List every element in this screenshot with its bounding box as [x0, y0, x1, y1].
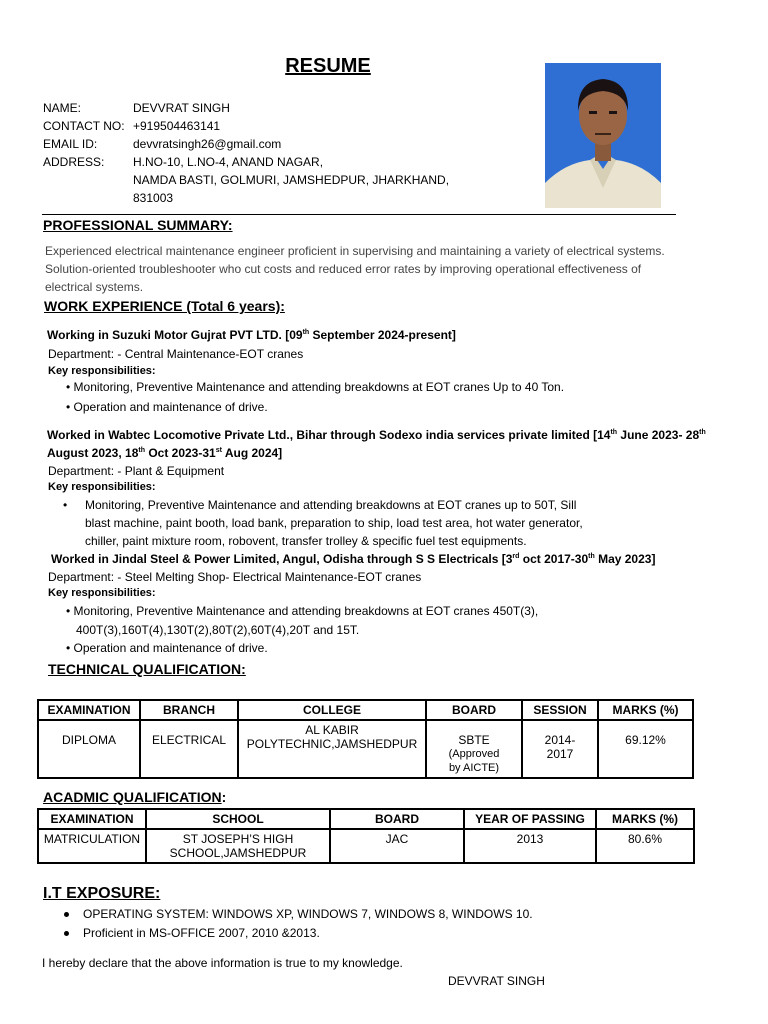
declaration-text: I hereby declare that the above information is true to my knowledge.: [42, 956, 403, 970]
job-2-bullet: •: [63, 498, 68, 512]
cell-marks: 69.12%: [598, 720, 693, 778]
technical-table: [37, 699, 694, 779]
list-item: Proficient in MS-OFFICE 2007, 2010 &2013.: [64, 926, 320, 940]
academic-table: [37, 808, 695, 864]
bullet-icon: [64, 912, 69, 917]
job-1-resp-2: • Operation and maintenance of drive.: [66, 400, 268, 414]
address-line-2: NAMDA BASTI, GOLMURI, JAMSHEDPUR, JHARKHAND,: [133, 173, 450, 187]
job-2-resp-1a: Monitoring, Preventive Maintenance and attending breakdowns at EOT cranes up to 50T, Sill: [85, 498, 577, 512]
contact-value: +919504463141: [133, 119, 221, 133]
job-1-title: Working in Suzuki Motor Gujrat PVT LTD. [09th September 2024-present]: [47, 328, 456, 342]
cell-session: 2014- 2017: [522, 720, 598, 778]
job-3-key-label: Key responsibilities:: [48, 587, 156, 599]
technical-heading: TECHNICAL QUALIFICATION:: [48, 661, 246, 677]
cell-school: ST JOSEPH’S HIGH SCHOOL,JAMSHEDPUR: [146, 829, 330, 863]
job-3-department: Department: - Steel Melting Shop- Electrical Maintenance-EOT cranes: [48, 570, 422, 584]
summary-heading: PROFESSIONAL SUMMARY:: [43, 217, 233, 233]
summary-text: Experienced electrical maintenance engineer proficient in supervising and maintaining a variety of electrical systems. Solution-oriented troubleshooter who cut costs and reduced error rates by improving operational effectiveness of electrical systems.: [45, 244, 665, 294]
table-row: [38, 829, 694, 863]
name-label: NAME:: [43, 101, 82, 115]
th-year: YEAR OF PASSING: [464, 809, 596, 829]
th-branch: BRANCH: [140, 700, 238, 720]
job-3-resp-2: • Operation and maintenance of drive.: [66, 641, 268, 655]
job-1-department: Department: - Central Maintenance-EOT cranes: [48, 347, 304, 361]
job-3-title: Worked in Jindal Steel & Power Limited, Angul, Odisha through S S Electricals [3rd oct 2017-30th May 2023]: [51, 552, 656, 566]
th-school: SCHOOL: [146, 809, 330, 829]
th-marks: MARKS (%): [596, 809, 694, 829]
academic-heading: ACADMIC QUALIFICATION:: [43, 789, 227, 805]
email-value: devvratsingh26@gmail.com: [133, 137, 282, 151]
address-line-3: 831003: [133, 191, 174, 205]
person-photo-icon: [545, 63, 661, 208]
header-divider: [42, 214, 676, 215]
profile-photo: [545, 63, 661, 208]
job-1-key-label: Key responsibilities:: [48, 365, 156, 377]
job-3-resp-1b: 400T(3),160T(4),130T(2),80T(2),60T(4),20T and 15T.: [76, 623, 360, 637]
cell-branch: ELECTRICAL: [140, 720, 238, 778]
cell-college: AL KABIR POLYTECHNIC,JAMSHEDPUR: [238, 720, 426, 778]
cell-exam: DIPLOMA: [38, 720, 140, 778]
contact-label: CONTACT NO:: [43, 119, 125, 133]
address-line-1: H.NO-10, L.NO-4, ANAND NAGAR,: [133, 155, 324, 169]
cell-marks: 80.6%: [596, 829, 694, 863]
it-heading: I.T EXPOSURE:: [43, 885, 161, 902]
name-value: DEVVRAT SINGH: [133, 101, 230, 115]
job-2-title-cont: August 2023, 18th Oct 2023-31st Aug 2024]: [47, 446, 283, 460]
th-college: COLLEGE: [238, 700, 426, 720]
th-board: BOARD: [426, 700, 522, 720]
cell-exam: MATRICULATION: [38, 829, 146, 863]
job-3-resp-1a: • Monitoring, Preventive Maintenance and attending breakdowns at EOT cranes 450T(3),: [66, 604, 539, 618]
th-examination: EXAMINATION: [38, 809, 146, 829]
technical-header-row: [38, 700, 693, 720]
job-1-resp-1: • Monitoring, Preventive Maintenance and attending breakdowns at EOT cranes Up to 40 Ton.: [66, 380, 565, 394]
cell-board: JAC: [330, 829, 464, 863]
list-item: OPERATING SYSTEM: WINDOWS XP, WINDOWS 7, WINDOWS 8, WINDOWS 10.: [64, 907, 533, 921]
cell-year: 2013: [464, 829, 596, 863]
resume-title: RESUME: [285, 55, 371, 77]
job-2-key-label: Key responsibilities:: [48, 481, 156, 493]
th-examination: EXAMINATION: [38, 700, 140, 720]
signature-name: DEVVRAT SINGH: [448, 974, 545, 988]
job-2-resp-1b: blast machine, paint booth, load bank, preparation to ship, load test area, hot water generator,: [85, 516, 583, 530]
email-label: EMAIL ID:: [43, 137, 98, 151]
job-2-title: Worked in Wabtec Locomotive Private Ltd., Bihar through Sodexo india services private limited [14th June 2023- 28th: [47, 428, 706, 442]
job-2-department: Department: - Plant & Equipment: [48, 464, 225, 478]
address-label: ADDRESS:: [43, 155, 105, 169]
table-row: [38, 720, 693, 778]
cell-board: SBTE (Approved by AICTE): [426, 720, 522, 778]
th-board: BOARD: [330, 809, 464, 829]
job-2-resp-1c: chiller, paint mixture room, robovent, transfer trolley & specific fuel test equipments.: [85, 534, 527, 548]
th-session: SESSION: [522, 700, 598, 720]
work-heading: WORK EXPERIENCE (Total 6 years):: [44, 298, 285, 314]
th-marks: MARKS (%): [598, 700, 693, 720]
academic-header-row: [38, 809, 694, 829]
bullet-icon: [64, 931, 69, 936]
